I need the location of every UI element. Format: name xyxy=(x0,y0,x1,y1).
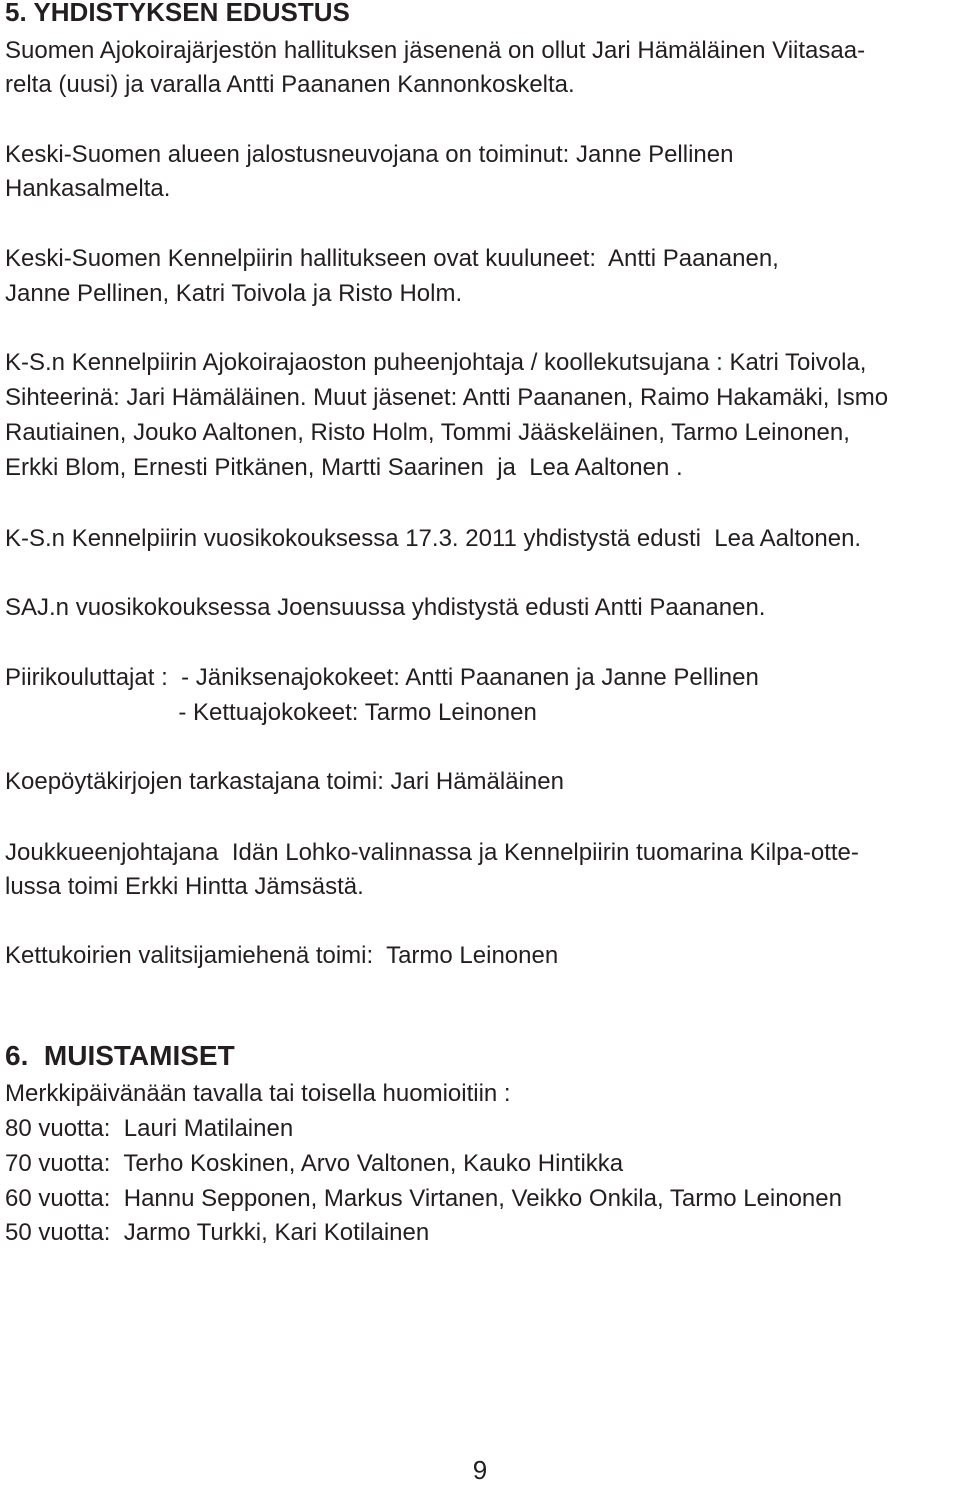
representation-board-line-1: Suomen Ajokoirajärjestön hallituksen jäsenenä on ollut Jari Hämäläinen Viitasaa- xyxy=(5,37,866,64)
team-leader-line-1: Joukkueenjohtajana Idän Lohko-valinnassa ja Kennelpiirin tuomarina Kilpa-otte- xyxy=(5,839,859,866)
kennel-district-board-line-1: Keski-Suomen Kennelpiirin hallitukseen ovat kuuluneet: Antti Paananen, xyxy=(5,245,779,272)
district-trainers-line-2: - Kettuajokokeet: Tarmo Leinonen xyxy=(5,699,537,726)
commemoration-item: 80 vuotta: Lauri Matilainen xyxy=(5,1115,294,1142)
commemoration-item: 70 vuotta: Terho Koskinen, Arvo Valtonen, Kauko Hintikka xyxy=(5,1150,624,1177)
hound-committee-line-3: Rautiainen, Jouko Aaltonen, Risto Holm, Tommi Jääskeläinen, Tarmo Leinonen, xyxy=(5,419,850,446)
section-6-heading: 6. MUISTAMISET xyxy=(5,1040,235,1071)
saj-meeting-line: SAJ.n vuosikokouksessa Joensuussa yhdistystä edusti Antti Paananen. xyxy=(5,594,766,621)
district-trainers-line-1: Piirikouluttajat : - Jäniksenajokokeet: Antti Paananen ja Janne Pellinen xyxy=(5,664,759,691)
kennel-district-board-line-2: Janne Pellinen, Katri Toivola ja Risto Holm. xyxy=(5,280,463,307)
section-5-heading: 5. YHDISTYKSEN EDUSTUS xyxy=(5,0,350,27)
breeding-advisor-line-2: Hankasalmelta. xyxy=(5,175,171,202)
representation-board-line-2: relta (uusi) ja varalla Antti Paananen Kannonkoskelta. xyxy=(5,71,575,98)
hound-committee-line-2: Sihteerinä: Jari Hämäläinen. Muut jäsenet: Antti Paananen, Raimo Hakamäki, Ismo xyxy=(5,384,889,411)
breeding-advisor-line-1: Keski-Suomen alueen jalostusneuvojana on toiminut: Janne Pellinen xyxy=(5,141,734,168)
commemoration-item: 50 vuotta: Jarmo Turkki, Kari Kotilainen xyxy=(5,1219,430,1246)
protocol-checker-line: Koepöytäkirjojen tarkastajana toimi: Jari Hämäläinen xyxy=(5,768,564,795)
hound-committee-line-4: Erkki Blom, Ernesti Pitkänen, Martti Saarinen ja Lea Aaltonen . xyxy=(5,454,683,481)
commemoration-item: 60 vuotta: Hannu Sepponen, Markus Virtanen, Veikko Onkila, Tarmo Leinonen xyxy=(5,1185,842,1212)
commemorations-intro: Merkkipäivänään tavalla tai toisella huomioitiin : xyxy=(5,1080,511,1107)
fox-hound-selector-line: Kettukoirien valitsijamiehenä toimi: Tarmo Leinonen xyxy=(5,942,559,969)
page-number: 9 xyxy=(472,1455,488,1485)
team-leader-line-2: lussa toimi Erkki Hintta Jämsästä. xyxy=(5,873,364,900)
annual-meeting-line: K-S.n Kennelpiirin vuosikokouksessa 17.3. 2011 yhdistystä edusti Lea Aaltonen. xyxy=(5,525,862,552)
hound-committee-line-1: K-S.n Kennelpiirin Ajokoirajaoston puheenjohtaja / koollekutsujana : Katri Toivola, xyxy=(5,349,867,376)
